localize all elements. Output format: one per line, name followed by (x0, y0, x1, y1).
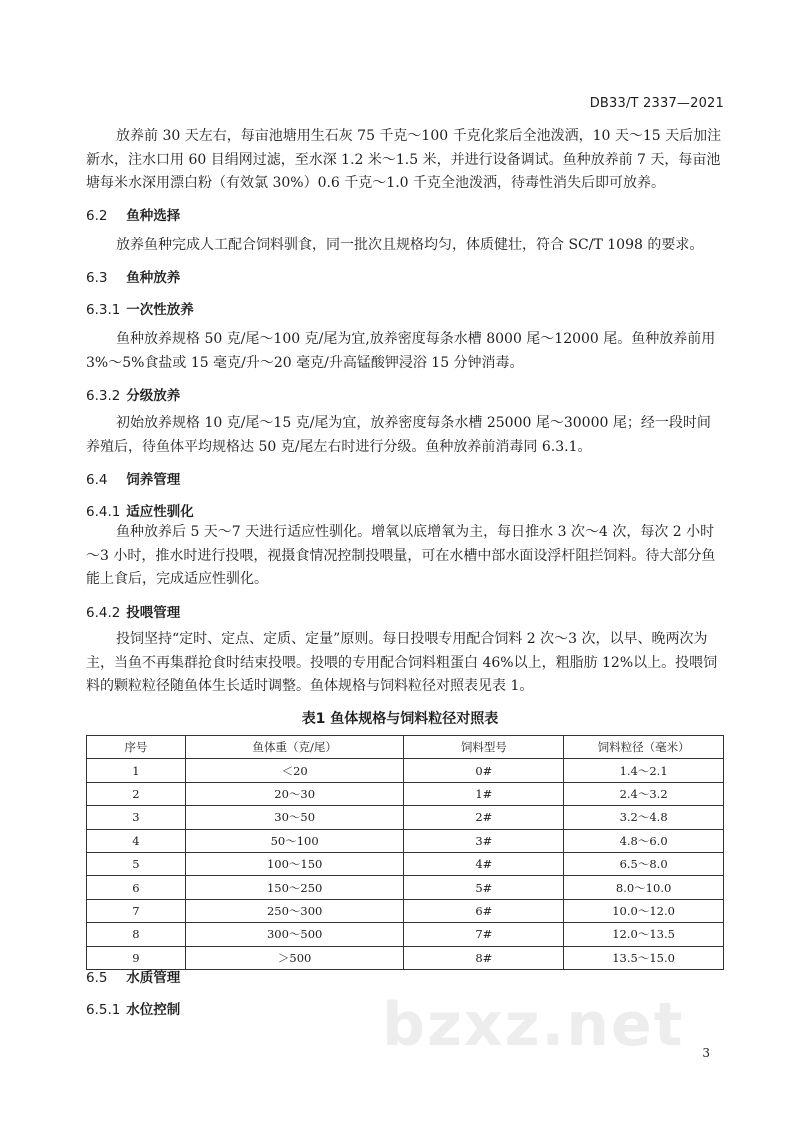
table-cell: 6.5～8.0 (564, 852, 724, 875)
section-title: 水质管理 (126, 970, 181, 986)
column-header: 饲料粒径（毫米） (564, 736, 724, 759)
document-code: DB33/T 2337—2021 (589, 96, 724, 111)
table-caption: 表1 鱼体规格与饲料粒径对照表 (301, 711, 499, 727)
section-heading-6-3 (86, 266, 180, 286)
paragraph-6-3-2: 初始放养规格 10 克/尾～15 克/尾为宜，放养密度每条水槽 25000 尾～30000 尾；经一段时间养殖后，待鱼体平均规格达 50 克/尾左右时进行分级。鱼种放养前消毒同 6.3.1。 (86, 415, 711, 455)
table-cell: 4# (404, 852, 564, 875)
section-heading-6-5 (86, 966, 180, 986)
column-header: 饲料型号 (404, 736, 564, 759)
fish-size-feed-table (86, 735, 724, 970)
table-row (87, 852, 724, 875)
page-number: 3 (702, 1046, 710, 1060)
section-title: 投喂管理 (126, 605, 181, 621)
section-heading-6-5-1 (86, 998, 180, 1018)
section-heading-6-2 (86, 204, 180, 224)
paragraph-6-2: 放养鱼种完成人工配合饲料驯食，同一批次且规格均匀，体质健壮，符合 SC/T 1098 的要求。 (116, 237, 704, 253)
section-heading-6-3-1 (86, 298, 194, 318)
table-cell: 10.0～12.0 (564, 899, 724, 922)
table-cell: 13.5～15.0 (564, 946, 724, 969)
table-cell: 6# (404, 899, 564, 922)
table-cell: 150～250 (185, 876, 404, 899)
table-cell: 300～500 (185, 923, 404, 946)
table-row (87, 782, 724, 805)
table-row (87, 876, 724, 899)
paragraph-pond-preparation: 放养前 30 天左右，每亩池塘用生石灰 75 千克～100 千克化浆后全池泼洒，10 天～15 天后加注新水，注水口用 60 目绢网过滤，至水深 1.2 米～1.5 米，并进行设备调试。鱼种放养前 7 天，每亩池塘每米水深用漂白粉（有效氯 30%）0.6 千克～1.0 千克全池泼洒，待毒性消失后即可放养。 (86, 128, 722, 191)
table-header-row (87, 736, 724, 759)
section-title: 一次性放养 (126, 302, 194, 318)
table-cell: 3.2～4.8 (564, 806, 724, 829)
section-heading-6-4-1 (86, 500, 194, 520)
table-row (87, 829, 724, 852)
table-row (87, 946, 724, 969)
table-cell: 7# (404, 923, 564, 946)
table-cell: 0# (404, 759, 564, 782)
table-cell: 6 (87, 876, 186, 899)
section-heading-6-3-2 (86, 384, 180, 404)
section-number: 6.3 (86, 270, 108, 286)
table-cell: 20～30 (185, 782, 404, 805)
table-cell: 2.4～3.2 (564, 782, 724, 805)
table-cell: 5# (404, 876, 564, 899)
table-cell: 250～300 (185, 899, 404, 922)
table-cell: 9 (87, 946, 186, 969)
table-cell: 7 (87, 899, 186, 922)
section-number: 6.3.2 (86, 388, 121, 404)
table-cell: ＜20 (185, 759, 404, 782)
section-number: 6.5.1 (86, 1002, 121, 1018)
section-heading-6-4-2 (86, 601, 180, 621)
section-title: 分级放养 (126, 388, 181, 404)
table-cell: 2 (87, 782, 186, 805)
watermark: bzxz.net (382, 990, 685, 1060)
table-row (87, 759, 724, 782)
table-row (87, 899, 724, 922)
section-title: 饲养管理 (126, 472, 181, 488)
table-cell: 3 (87, 806, 186, 829)
section-heading-6-4 (86, 468, 180, 488)
paragraph-6-3-1: 鱼种放养规格 50 克/尾～100 克/尾为宜,放养密度每条水槽 8000 尾～12000 尾。鱼种放养前用 3%～5%食盐或 15 毫克/升～20 毫克/升高锰酸钾浸浴 15 分钟消毒。 (86, 331, 716, 371)
table-cell: 8.0～10.0 (564, 876, 724, 899)
section-number: 6.3.1 (86, 302, 121, 318)
section-title: 适应性驯化 (126, 504, 194, 520)
table-cell: 4 (87, 829, 186, 852)
table-cell: 1# (404, 782, 564, 805)
section-title: 鱼种放养 (126, 270, 181, 286)
table-cell: 3# (404, 829, 564, 852)
section-number: 6.2 (86, 208, 108, 224)
table-cell: 1 (87, 759, 186, 782)
paragraph-6-4-1: 鱼种放养后 5 天～7 天进行适应性驯化。增氧以底增氧为主，每日推水 3 次～4 次，每次 2 小时～3 小时，推水时进行投喂，视摄食情况控制投喂量，可在水槽中部水面设浮杆阻拦饲料。待大部分鱼能上食后，完成适应性驯化。 (86, 524, 716, 587)
table-cell: 8 (87, 923, 186, 946)
paragraph-6-4-2: 投饲坚持“定时、定点、定质、定量”原则。每日投喂专用配合饲料 2 次～3 次，以早、晚两次为主，当鱼不再集群抢食时结束投喂。投喂的专用配合饲料粗蛋白 46%以上，粗脂肪 12%以上。投喂饲料的颗粒粒径随鱼体生长适时调整。鱼体规格与饲料粒径对照表见表 1。 (86, 631, 718, 694)
table-cell: 100～150 (185, 852, 404, 875)
section-title: 鱼种选择 (126, 208, 181, 224)
column-header: 鱼体重（克/尾） (185, 736, 404, 759)
table-row (87, 923, 724, 946)
table-cell: 5 (87, 852, 186, 875)
section-number: 6.4.2 (86, 605, 121, 621)
table-cell: 30～50 (185, 806, 404, 829)
table-cell: 50～100 (185, 829, 404, 852)
section-number: 6.4 (86, 472, 108, 488)
table-row (87, 806, 724, 829)
section-number: 6.5 (86, 970, 108, 986)
table-cell: 2# (404, 806, 564, 829)
table-cell: 8# (404, 946, 564, 969)
table-cell: 4.8～6.0 (564, 829, 724, 852)
column-header: 序号 (87, 736, 186, 759)
section-number: 6.4.1 (86, 504, 121, 520)
section-title: 水位控制 (126, 1002, 181, 1018)
table-cell: ＞500 (185, 946, 404, 969)
table-cell: 12.0～13.5 (564, 923, 724, 946)
table-cell: 1.4～2.1 (564, 759, 724, 782)
